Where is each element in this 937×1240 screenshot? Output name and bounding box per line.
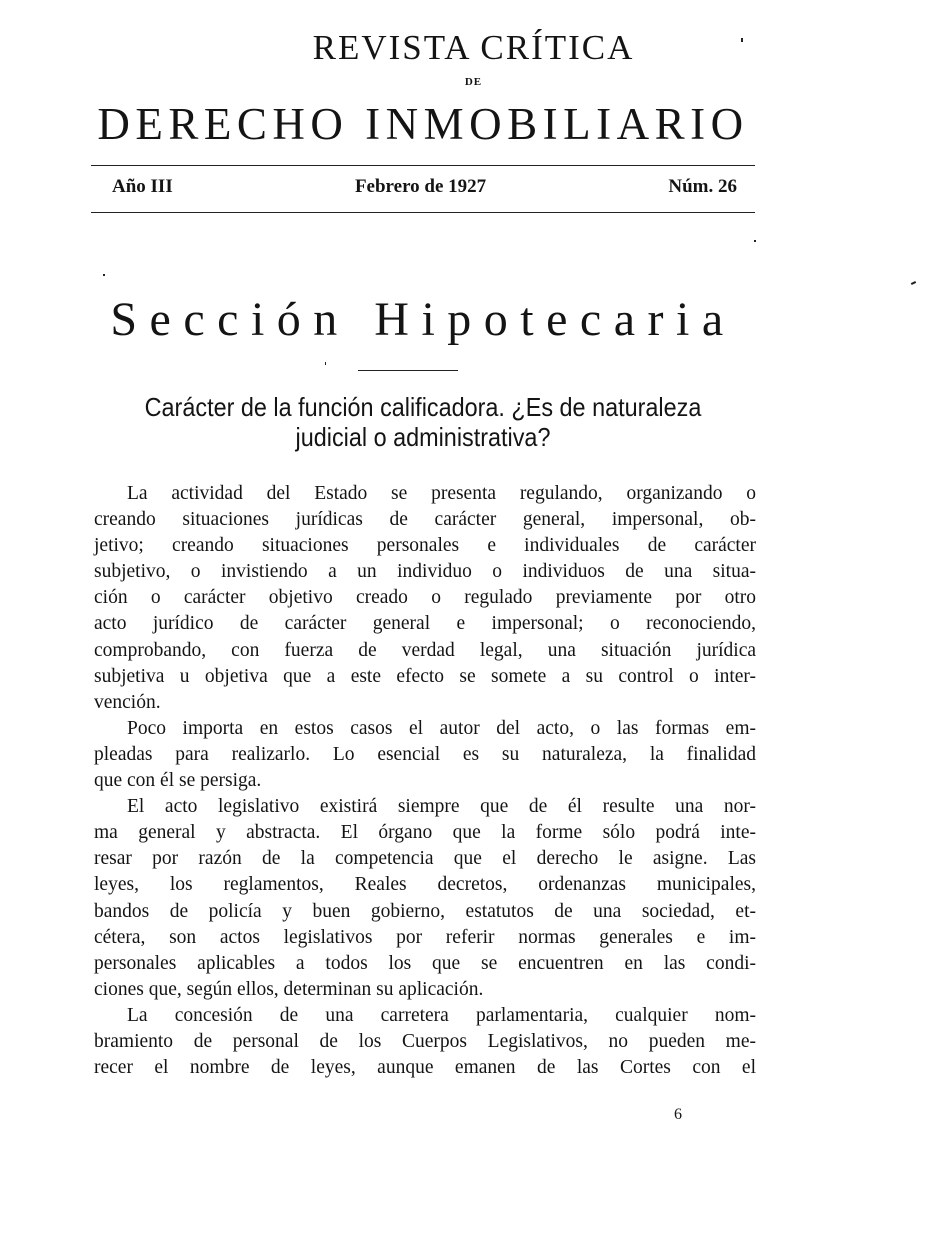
body-line: ma general y abstracta. El órgano que la forme sólo podrá inte-: [94, 822, 756, 844]
body-line: Poco importa en estos casos el autor del acto, o las formas em-: [127, 717, 756, 739]
body-line: leyes, los reglamentos, Reales decretos, ordenanzas municipales,: [94, 874, 756, 896]
body-line: bramiento de personal de los Cuerpos Legislativos, no pueden me-: [94, 1030, 756, 1052]
body-line: pleadas para realizarlo. Lo esencial es su naturaleza, la finalidad: [94, 743, 756, 765]
issue-year: Año III: [112, 176, 173, 197]
section-title: Sección Hipotecaria: [110, 293, 736, 346]
article-title: [124, 392, 722, 452]
section-divider: [358, 370, 458, 371]
article-title-line: judicial o administrativa?: [295, 422, 551, 452]
article-title-line: Carácter de la función calificadora. ¿Es de naturaleza: [144, 392, 702, 422]
body-line: La concesión de una carretera parlamentaria, cualquier nom-: [127, 1004, 756, 1026]
body-line: ciones que, según ellos, determinan su aplicación.: [94, 978, 484, 1000]
body-line: cétera, son actos legislativos por referir normas generales e im-: [94, 926, 756, 948]
header-rule-bottom: [91, 212, 755, 213]
body-line: acto jurídico de carácter general e impersonal; o reconociendo,: [94, 613, 756, 635]
journal-title-main: DERECHO INMOBILIARIO: [97, 99, 749, 149]
body-line: bandos de policía y buen gobierno, estatutos de una sociedad, et-: [94, 900, 756, 922]
page-number: 6: [674, 1106, 682, 1123]
body-line: subjetivo, o invistiendo a un individuo o individuos de una situa-: [94, 561, 756, 583]
journal-title-top: REVISTA CRÍTICA: [312, 28, 635, 67]
journal-title-connector: DE: [464, 76, 483, 88]
body-line: creando situaciones jurídicas de carácter general, impersonal, ob-: [94, 509, 756, 531]
issue-number: Núm. 26: [668, 176, 737, 197]
body-line: subjetiva u objetiva que a este efecto se somete a su control o inter-: [94, 665, 756, 687]
body-line: que con él se persiga.: [94, 770, 262, 792]
header-rule-top: [91, 165, 755, 166]
scan-speck: [754, 240, 756, 242]
issue-date: Febrero de 1927: [354, 176, 487, 197]
body-line: comprobando, con fuerza de verdad legal, una situación jurídica: [94, 639, 756, 661]
body-line: La actividad del Estado se presenta regulando, organizando o: [127, 483, 756, 504]
body-line: personales aplicables a todos los que se encuentren en las condi-: [94, 952, 756, 974]
scan-speck: [741, 38, 743, 42]
scan-speck: [911, 281, 916, 285]
body-line: El acto legislativo existirá siempre que de él resulte una nor-: [127, 796, 756, 818]
body-line: vención.: [94, 691, 161, 713]
body-line: ción o carácter objetivo creado o regulado previamente por otro: [94, 587, 756, 609]
article-body: [94, 481, 756, 1081]
body-line: resar por razón de la competencia que el derecho le asigne. Las: [94, 848, 756, 870]
scan-speck: [103, 274, 105, 276]
issue-info-row: [112, 174, 737, 200]
body-line: jetivo; creando situaciones personales e individuales de carácter: [94, 535, 756, 557]
scan-speck: [325, 362, 326, 365]
body-line: recer el nombre de leyes, aunque emanen de las Cortes con el: [94, 1057, 756, 1079]
